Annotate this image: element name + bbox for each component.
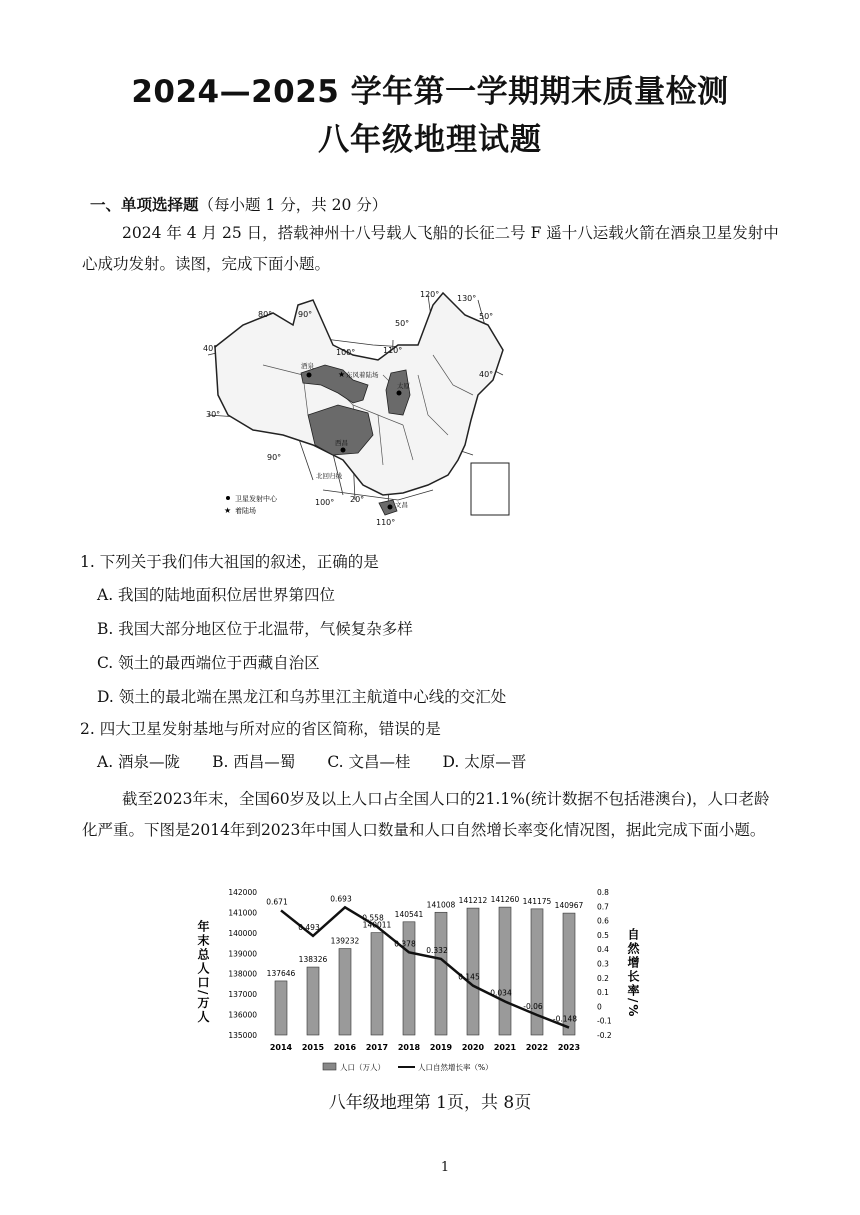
rate-value-label: 0.034 [490, 988, 512, 998]
legend-landing-site: 着陆场 [235, 507, 256, 515]
left-axis-tick: 135000 [228, 1031, 257, 1040]
category-label: 2023 [557, 1043, 581, 1052]
map-place-taiyuan: 太原 [397, 382, 410, 390]
question-2-option-d[interactable]: D. 太原—晋 [442, 753, 527, 771]
category-label: 2022 [525, 1043, 549, 1052]
bar-value-label: 141260 [490, 895, 520, 905]
map-place-dongfeng: 东风着陆场 [346, 371, 379, 379]
map-place-jiuquan: 酒泉 [301, 362, 314, 370]
page-number: 1 [440, 1160, 450, 1175]
right-axis-tick: 0.6 [597, 916, 609, 926]
category-label: 2020 [461, 1043, 485, 1052]
bar-value-label: 139232 [330, 936, 360, 946]
legend-bar-label: 人口（万人） [340, 1063, 385, 1072]
right-axis-tick: 0.1 [597, 988, 609, 998]
map-place-tropic: 北回归线 [316, 472, 342, 480]
rate-value-label: 0.378 [394, 939, 416, 949]
launch-site-taiyuan-marker [397, 391, 402, 396]
left-axis-title: 年末总人口/万人 [196, 920, 210, 1025]
map-lon-label: 120° [420, 290, 440, 299]
question-2-stem: 2. 四大卫星发射基地与所对应的省区简称，错误的是 [80, 720, 441, 738]
question-1-option-c[interactable]: C. 领土的最西端位于西藏自治区 [97, 654, 320, 672]
map-lon-label: 130° [457, 294, 477, 303]
intro-paragraph-1: 2024 年 4 月 25 日，搭载神州十八号载人飞船的长征二号 F 遥十八运载火箭在酒泉卫星发射中心成功发射。读图，完成下面小题。 [82, 224, 779, 273]
map-lon-label: 90° [267, 453, 282, 462]
map-lat-label: 30° [206, 410, 221, 419]
map-place-xichang: 西昌 [335, 439, 348, 447]
rate-value-label: 0.558 [362, 913, 384, 923]
launch-site-wenchang-marker [388, 505, 393, 510]
left-axis-tick: 140000 [228, 928, 257, 938]
category-label: 2018 [397, 1043, 421, 1052]
left-axis-tick: 139000 [228, 949, 257, 959]
section-heading [90, 193, 387, 215]
launch-site-jiuquan-marker [307, 373, 312, 378]
legend-launch-site: 卫星发射中心 [235, 495, 277, 503]
category-label: 2016 [333, 1043, 357, 1052]
population-chart [185, 880, 665, 1080]
map-lon-label: 100° [336, 348, 356, 357]
bar-value-label: 138326 [298, 955, 328, 965]
rate-value-label: -0.06 [523, 1001, 543, 1011]
category-label: 2014 [269, 1043, 293, 1052]
rate-value-label: -0.148 [552, 1014, 578, 1024]
rate-value-label: 0.332 [426, 945, 448, 955]
rate-value-label: 0.693 [330, 894, 352, 904]
map-lon-label: 100° [315, 498, 335, 507]
map-lat-label: 50° [479, 312, 494, 321]
category-label: 2021 [493, 1043, 517, 1052]
map-lat-label: 20° [350, 495, 365, 504]
question-1-stem: 1. 下列关于我们伟大祖国的叙述，正确的是 [80, 553, 379, 571]
map-lat-label: 40° [203, 344, 218, 353]
right-axis-tick: 0.7 [597, 902, 609, 912]
population-bar [499, 907, 511, 1035]
population-bar [371, 933, 383, 1035]
right-axis-tick: 0.8 [597, 888, 609, 897]
population-bar [275, 981, 287, 1035]
right-axis-tick: 0.2 [597, 973, 609, 983]
china-map [203, 285, 518, 530]
map-lon-label: 90° [298, 310, 313, 319]
category-label: 2015 [301, 1043, 325, 1052]
rate-value-label: 0.671 [266, 897, 288, 907]
left-axis-tick: 142000 [228, 888, 257, 897]
population-bar [339, 949, 351, 1035]
bar-value-label: 140541 [394, 909, 424, 919]
question-1-option-b[interactable]: B. 我国大部分地区位于北温带，气候复杂多样 [97, 620, 413, 638]
left-axis-tick: 138000 [228, 969, 257, 979]
population-bar [435, 912, 447, 1035]
exam-title: 2024—2025 学年第一学期期末质量检测 [131, 74, 729, 110]
exam-subtitle: 八年级地理试题 [318, 122, 542, 158]
left-axis-tick: 136000 [228, 1010, 257, 1020]
launch-site-xichang-marker [341, 448, 346, 453]
map-place-wenchang: 文昌 [395, 501, 408, 509]
bar-value-label: 140967 [554, 901, 584, 911]
right-axis-title: 自然增长率/% [626, 928, 640, 1019]
question-2-option-a[interactable]: A. 酒泉—陇 [97, 753, 181, 771]
legend-bar-swatch [323, 1063, 336, 1070]
right-axis-tick: -0.2 [597, 1031, 612, 1040]
landing-site-star-icon: ★ [338, 370, 346, 379]
left-axis-tick: 137000 [228, 990, 257, 1000]
map-lon-label: 110° [383, 346, 403, 355]
bar-value-label: 141008 [426, 900, 456, 910]
south-china-sea-inset [471, 463, 509, 515]
intro-paragraph-2: 截至2023年末，全国60岁及以上人口占全国人口的21.1%(统计数据不包括港澳台)，人口老龄化严重。下图是2014年到2023年中国人口数量和人口自然增长率变化情况图，据此完成下面小题。 [82, 790, 770, 839]
left-axis-tick: 141000 [228, 908, 257, 918]
bar-value-label: 141175 [522, 896, 552, 906]
right-axis-tick: -0.1 [597, 1016, 612, 1026]
right-axis-tick: 0 [597, 1002, 602, 1012]
rate-value-label: 0.493 [298, 922, 320, 932]
question-2-option-b[interactable]: B. 西昌—蜀 [212, 753, 296, 771]
question-1-option-d[interactable]: D. 领土的最北端在黑龙江和乌苏里江主航道中心线的交汇处 [97, 688, 507, 706]
category-label: 2019 [429, 1043, 453, 1052]
map-lat-label: 40° [479, 370, 494, 379]
legend-dot-icon [226, 496, 230, 500]
bar-value-label: 141212 [458, 896, 488, 906]
section-note: （每小题 1 分，共 20 分） [198, 196, 388, 214]
right-axis-tick: 0.3 [597, 959, 609, 969]
question-2-option-c[interactable]: C. 文昌—桂 [327, 753, 411, 771]
legend-star-icon: ★ [224, 506, 232, 515]
page-footer: 八年级地理第 1页，共 8页 [328, 1093, 532, 1113]
population-bar [467, 908, 479, 1035]
bar-value-label: 137646 [266, 968, 296, 978]
right-axis-tick: 0.5 [597, 930, 609, 940]
bar-value-label: 140011 [362, 920, 392, 930]
rate-value-label: 0.145 [458, 972, 480, 982]
map-lat-label: 50° [395, 319, 410, 328]
section-title: 一、单项选择题 [90, 196, 199, 214]
right-axis-tick: 0.4 [597, 945, 609, 955]
population-bar [307, 967, 319, 1035]
map-lon-label: 80° [258, 310, 273, 319]
category-label: 2017 [365, 1043, 389, 1052]
map-lon-label: 110° [376, 518, 396, 527]
question-1-option-a[interactable]: A. 我国的陆地面积位居世界第四位 [97, 586, 336, 604]
legend-line-label: 人口自然增长率（%） [418, 1063, 493, 1072]
question-2-options [97, 750, 558, 772]
